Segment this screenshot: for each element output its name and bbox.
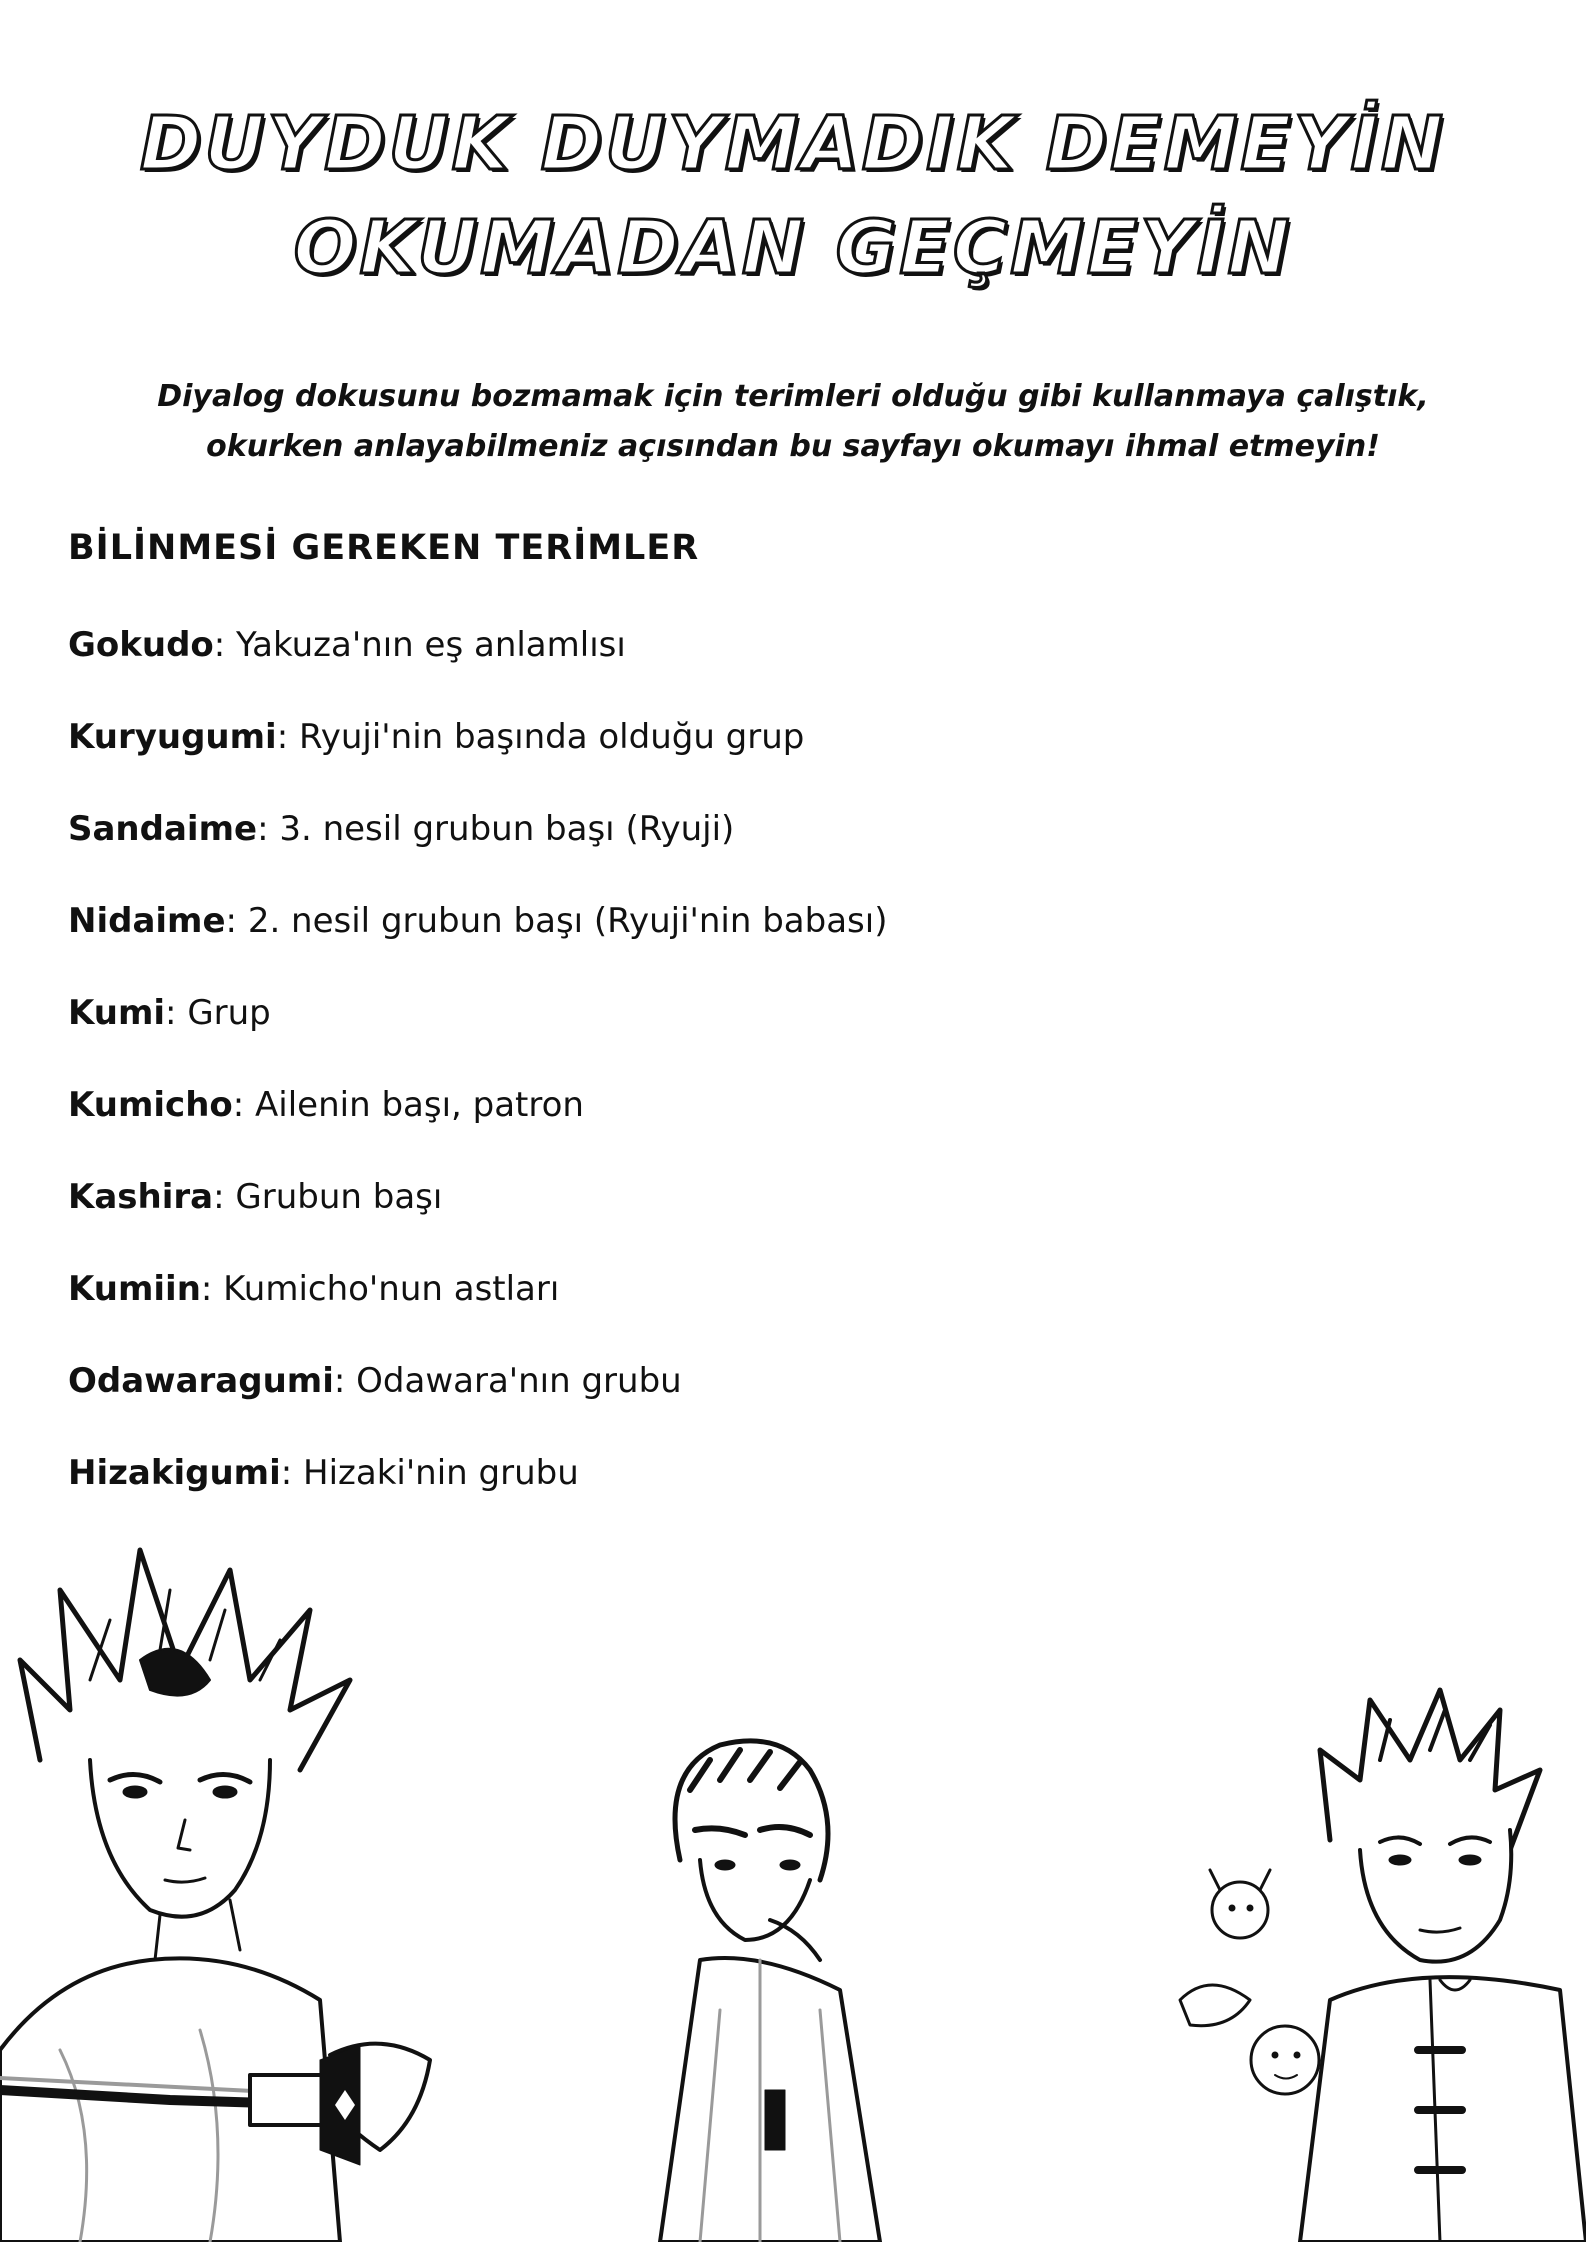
term-list [68,620,1168,1540]
term-name: Kumicho [68,1085,233,1125]
term-row [68,712,1168,804]
page-title [0,92,1586,300]
term-definition: Yakuza'nın eş anlamlısı [236,625,626,665]
term-separator: : [333,1361,357,1401]
term-definition: Ailenin başı, patron [255,1085,584,1125]
term-definition: Ryuji'nin başında olduğu grup [298,717,805,757]
term-row [68,896,1168,988]
term-definition: 3. nesil grubun başı (Ryuji) [279,809,735,849]
right-character-figure [1180,1690,1586,2242]
term-name: Kumiin [68,1269,201,1309]
middle-character-figure [660,1741,880,2242]
term-row [68,1080,1168,1172]
term-name: Hizakigumi [68,1453,281,1493]
term-separator: : [200,1269,224,1309]
term-name: Kuryugumi [68,717,277,757]
intro-line-1: Diyalog dokusunu bozmamak için terimleri olduğu gibi kullanmaya çalıştık, [157,379,1429,414]
term-name: Odawaragumi [68,1361,334,1401]
term-name: Nidaime [68,901,226,941]
term-separator: : [280,1453,303,1493]
term-definition: 2. nesil grubun başı (Ryuji'nin babası) [247,901,888,941]
terms-heading: BİLİNMESİ GEREKEN TERİMLER [68,528,700,568]
intro-text [0,372,1586,472]
term-separator: : [276,717,299,757]
intro-line-2: okurken anlayabilmeniz açısından bu sayfayı okumayı ihmal etmeyin! [206,429,1380,464]
term-separator: : [225,901,248,941]
term-name: Gokudo [68,625,214,665]
term-name: Kumi [68,993,166,1033]
term-row [68,1172,1168,1264]
term-row [68,988,1168,1080]
manga-characters-illustration [0,1530,1586,2242]
term-separator: : [165,993,188,1033]
term-row [68,1448,1168,1540]
term-definition: Grup [187,993,271,1033]
title-line-2: OKUMADAN GEÇMEYİN [293,205,1293,291]
term-name: Sandaime [68,809,258,849]
term-row [68,620,1168,712]
term-definition: Kumicho'nun astları [223,1269,560,1309]
term-definition: Odawara'nın grubu [356,1361,682,1401]
left-character-figure [0,1550,430,2242]
term-separator: : [232,1085,256,1125]
term-separator: : [257,809,280,849]
term-row [68,1264,1168,1356]
term-separator: : [213,625,237,665]
term-definition: Hizaki'nin grubu [303,1453,579,1493]
term-row [68,1356,1168,1448]
term-name: Kashira [68,1177,214,1217]
term-row [68,804,1168,896]
title-line-1: DUYDUK DUYMADIK DEMEYİN [139,101,1446,187]
term-definition: Grubun başı [235,1177,443,1217]
term-separator: : [213,1177,236,1217]
